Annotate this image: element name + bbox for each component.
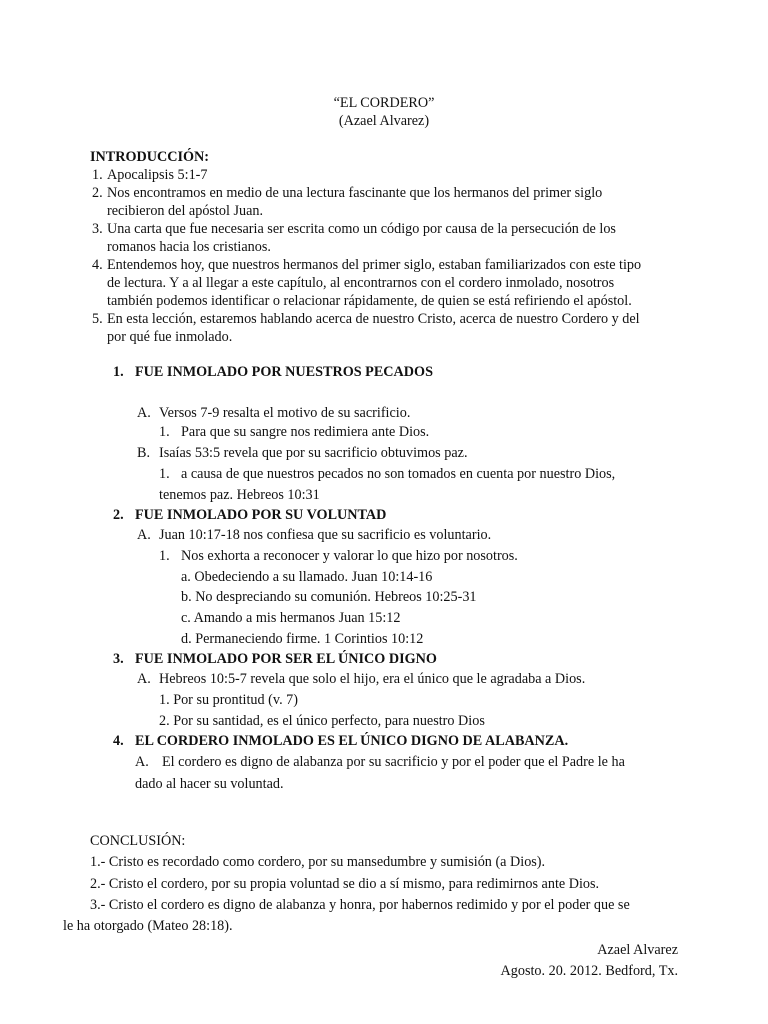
intro-item-text: Entendemos hoy, que nuestros hermanos del primer siglo, estaban familiarizados con este tipo [107, 257, 642, 273]
detail-text: Para que su sangre nos redimiera ante Dios. [181, 424, 430, 440]
conclusion-heading: CONCLUSIÓN: [90, 833, 186, 849]
sub-detail-text: a. Obedeciendo a su llamado. Juan 10:14-16 [181, 569, 433, 585]
signature-name: Azael Alvarez [597, 942, 678, 958]
intro-item-text: de lectura. Y a al llegar a este capítulo, al encontrarnos con el cordero inmolado, nosotros [107, 275, 615, 291]
author-line: (Azael Alvarez) [338, 113, 430, 129]
sub-detail-text: d. Permaneciendo firme. 1 Corintios 10:12 [181, 631, 424, 647]
subpoint-letter: A. [137, 405, 151, 421]
section-number: 4. [113, 733, 124, 749]
conclusion-line: 2.- Cristo el cordero, por su propia voluntad se dio a sí mismo, para redimirnos ante Dios. [90, 876, 600, 892]
subpoint-letter: A. [137, 671, 151, 687]
subpoint-text: Hebreos 10:5-7 revela que solo el hijo, era el único que le agradaba a Dios. [159, 671, 586, 687]
sub-detail-text: b. No despreciando su comunión. Hebreos 10:25-31 [181, 589, 477, 605]
detail-number: 1. [159, 548, 170, 564]
intro-heading: INTRODUCCIÓN: [90, 149, 210, 165]
subpoint-text: El cordero es digno de alabanza por su sacrificio y por el poder que el Padre le ha [162, 754, 625, 770]
subpoint-text: Isaías 53:5 revela que por su sacrificio obtuvimos paz. [159, 445, 468, 461]
intro-item-text: Nos encontramos en medio de una lectura fascinante que los hermanos del primer siglo [107, 185, 603, 201]
detail-number: 1. [159, 424, 170, 440]
intro-item-text: romanos hacia los cristianos. [107, 239, 271, 255]
intro-item-number: 2. [92, 185, 103, 201]
subpoint-letter: A. [137, 527, 151, 543]
intro-item-number: 5. [92, 311, 103, 327]
section-number: 2. [113, 507, 124, 523]
intro-item-number: 3. [92, 221, 103, 237]
subpoint-letter: B. [137, 445, 151, 461]
detail-text-continued: tenemos paz. Hebreos 10:31 [159, 487, 320, 503]
subpoint-letter: A. [135, 754, 149, 770]
detail-text: Nos exhorta a reconocer y valorar lo que hizo por nosotros. [181, 548, 518, 564]
conclusion-line: le ha otorgado (Mateo 28:18). [63, 918, 233, 934]
subpoint-text: Versos 7-9 resalta el motivo de su sacrificio. [159, 405, 411, 421]
conclusion-line: 3.- Cristo el cordero es digno de alabanza y honra, por habernos redimido y por el poder que se [90, 897, 630, 913]
section-heading: FUE INMOLADO POR NUESTROS PECADOS [135, 364, 433, 380]
intro-item-text: Una carta que fue necesaria ser escrita como un código por causa de la persecución de los [107, 221, 616, 237]
sub-detail-text: c. Amando a mis hermanos Juan 15:12 [181, 610, 401, 626]
intro-item-text: recibieron del apóstol Juan. [107, 203, 264, 219]
detail-number: 1. [159, 466, 170, 482]
intro-item-text: Apocalipsis 5:1-7 [107, 167, 208, 183]
document-title: “EL CORDERO” [333, 95, 435, 111]
conclusion-line: 1.- Cristo es recordado como cordero, por su mansedumbre y sumisión (a Dios). [90, 854, 546, 870]
detail-text: 1. Por su prontitud (v. 7) [159, 692, 298, 708]
intro-item-text: por qué fue inmolado. [107, 329, 233, 345]
section-number: 1. [113, 364, 124, 380]
intro-item-number: 4. [92, 257, 103, 273]
section-heading: FUE INMOLADO POR SU VOLUNTAD [135, 507, 387, 523]
section-heading: FUE INMOLADO POR SER EL ÚNICO DIGNO [135, 651, 437, 667]
intro-item-text: también podemos identificar o relacionar rápidamente, de quien se está refiriendo el apóstol. [107, 293, 632, 309]
intro-item-text: En esta lección, estaremos hablando acerca de nuestro Cristo, acerca de nuestro Cordero y del [107, 311, 640, 327]
signature-date-place: Agosto. 20. 2012. Bedford, Tx. [500, 963, 678, 979]
detail-text: 2. Por su santidad, es el único perfecto, para nuestro Dios [159, 713, 485, 729]
section-heading: EL CORDERO INMOLADO ES EL ÚNICO DIGNO DE ALABANZA. [135, 733, 569, 749]
detail-text: a causa de que nuestros pecados no son tomados en cuenta por nuestro Dios, [181, 466, 616, 482]
section-number: 3. [113, 651, 124, 667]
subpoint-text: Juan 10:17-18 nos confiesa que su sacrificio es voluntario. [159, 527, 492, 543]
subpoint-text-continued: dado al hacer su voluntad. [135, 776, 284, 792]
intro-item-number: 1. [92, 167, 103, 183]
